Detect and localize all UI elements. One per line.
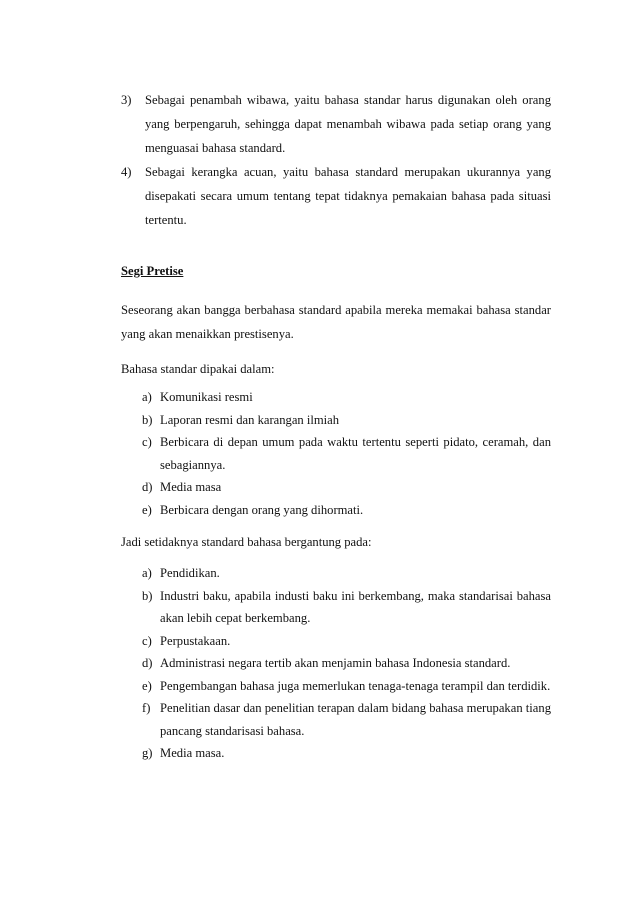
list-item-text: Media masa.	[160, 746, 225, 760]
list-item-text: Industri baku, apabila industi baku ini berkembang, maka standarisai bahasa akan lebih cepat berkembang.	[160, 588, 551, 625]
list-item-text: Administrasi negara tertib akan menjamin bahasa Indonesia standard.	[160, 656, 511, 670]
list-item	[142, 652, 551, 675]
list-marker: f)	[142, 701, 151, 715]
list-marker: a)	[142, 566, 152, 580]
list-item-text: Penelitian dasar dan penelitian terapan dalam bidang bahasa merupakan tiang pancang standarisasi bahasa.	[160, 701, 551, 738]
paragraph-prestige: Seseorang akan bangga berbahasa standard apabila mereka memakai bahasa standar yang akan menaikkan prestisenya.	[121, 303, 551, 341]
list-marker: e)	[142, 678, 152, 693]
paragraph-usage-intro: Bahasa standar dipakai dalam:	[121, 362, 275, 376]
list-item-text: Media masa	[160, 480, 222, 494]
usage-list	[142, 386, 551, 521]
list-marker: 3)	[121, 93, 132, 107]
list-item	[142, 630, 551, 653]
list-item	[142, 697, 551, 742]
list-marker: e)	[142, 502, 152, 517]
list-item	[142, 431, 551, 476]
list-marker: d)	[142, 656, 153, 670]
list-item	[142, 742, 551, 765]
list-marker: g)	[142, 746, 153, 760]
list-item-text: Laporan resmi dan karangan ilmiah	[160, 412, 340, 427]
list-item-text: Berbicara di depan umum pada waktu tertentu seperti pidato, ceramah, dan sebagiannya.	[160, 435, 551, 472]
numbered-list	[121, 88, 551, 232]
list-item-text: Sebagai kerangka acuan, yaitu bahasa standard merupakan ukurannya yang disepakati secara umum tentang tepat tidaknya pemakaian bahasa pada situasi tertentu.	[145, 165, 551, 227]
list-item	[142, 675, 551, 698]
list-item	[142, 585, 551, 630]
list-item	[142, 562, 551, 585]
section-heading: Segi Pretise	[121, 264, 184, 278]
list-item	[142, 386, 551, 409]
list-marker: 4)	[121, 165, 132, 179]
list-item-text: Perpustakaan.	[160, 633, 231, 648]
list-item-text: Komunikasi resmi	[160, 390, 253, 404]
list-item	[142, 476, 551, 499]
list-item-text: Berbicara dengan orang yang dihormati.	[160, 502, 364, 517]
list-item-text: Sebagai penambah wibawa, yaitu bahasa standar harus digunakan oleh orang yang berpengaruh, sehingga dapat menambah wibawa pada setiap orang yang menguasai bahasa standard.	[145, 93, 551, 155]
list-item-text: Pengembangan bahasa juga memerlukan tenaga-tenaga terampil dan terdidik.	[160, 678, 551, 693]
list-marker: d)	[142, 480, 153, 494]
list-marker: c)	[142, 435, 152, 449]
dependency-list	[142, 562, 551, 765]
list-marker: b)	[142, 588, 153, 603]
numbered-item-4	[121, 160, 551, 232]
list-item-text: Pendidikan.	[160, 566, 220, 580]
paragraph-dependency-intro: Jadi setidaknya standard bahasa bergantung pada:	[121, 535, 372, 549]
numbered-item-3	[121, 88, 551, 160]
list-item	[142, 409, 551, 432]
list-item	[142, 499, 551, 522]
list-marker: a)	[142, 390, 152, 404]
list-marker: c)	[142, 633, 152, 648]
list-marker: b)	[142, 412, 153, 427]
